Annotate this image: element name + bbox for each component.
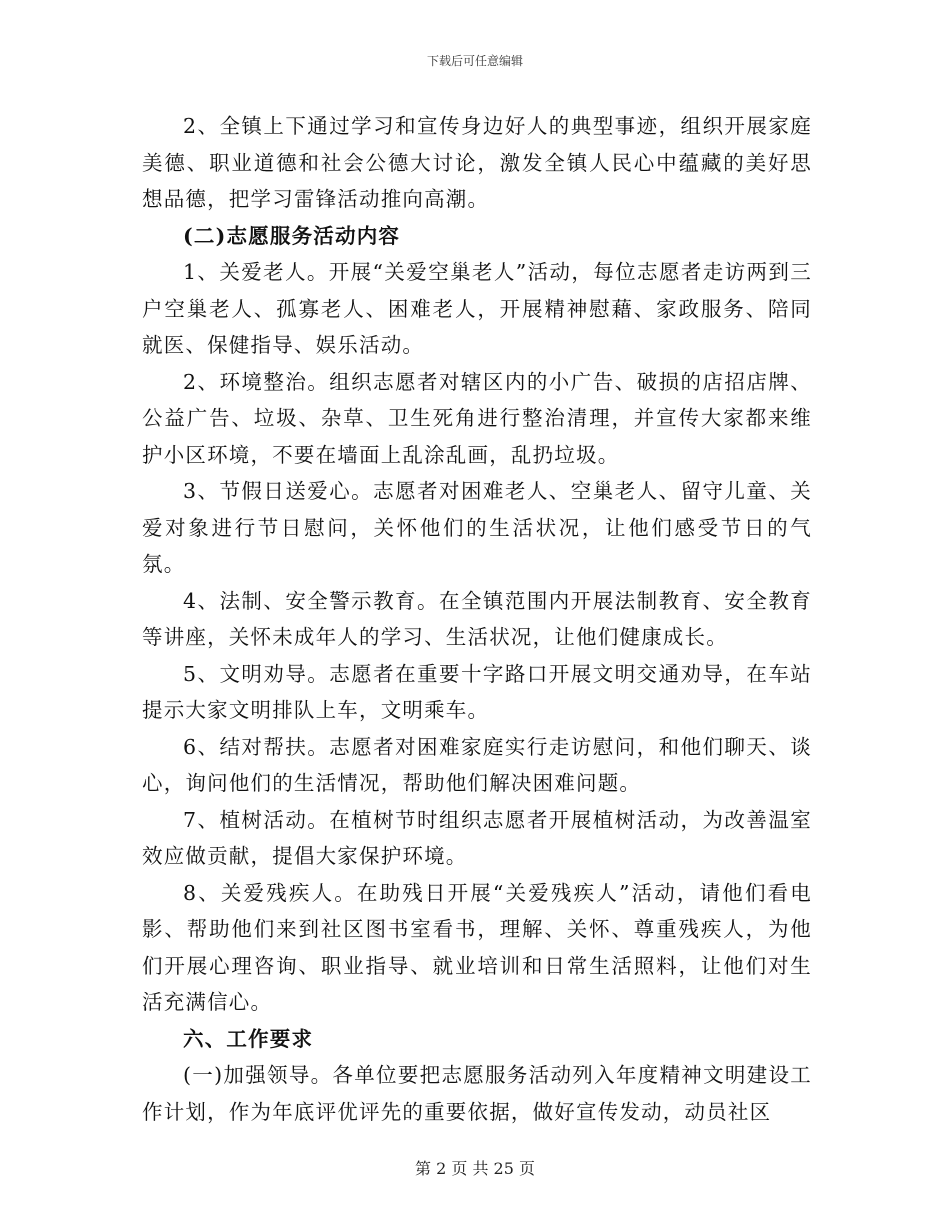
paragraph-holiday-care: 3、节假日送爱心。志愿者对困难老人、空巢老人、留守儿童、关爱对象进行节日慰问，关怀他们的生活状况，让他们感受节日的气氛。 (142, 479, 812, 576)
paragraph-leadership: (一)加强领导。各单位要把志愿服务活动列入年度精神文明建设工作计划，作为年底评优评先的重要依据，做好宣传发动，动员社区 (142, 1063, 812, 1124)
document-body (142, 108, 812, 1130)
header-note: 下载后可任意编辑 (426, 54, 523, 68)
paragraph-pairing-help: 6、结对帮扶。志愿者对困难家庭实行走访慰问，和他们聊天、谈心，询问他们的生活情况，帮助他们解决困难问题。 (142, 734, 812, 795)
section-heading-work-requirements: 六、工作要求 (183, 1026, 314, 1051)
paragraph-civility: 5、文明劝导。志愿者在重要十字路口开展文明交通劝导，在车站提示大家文明排队上车，文明乘车。 (142, 661, 812, 722)
paragraph-tree-planting: 7、植树活动。在植树节时组织志愿者开展植树活动，为改善温室效应做贡献，提倡大家保护环境。 (142, 807, 812, 868)
paragraph-care-disabled: 8、关爱残疾人。在助残日开展“关爱残疾人”活动，请他们看电影、帮助他们来到社区图书室看书，理解、关怀、尊重残疾人，为他们开展心理咨询、职业指导、就业培训和日常生活照料，让他们对生活充满信心。 (142, 880, 812, 1014)
section-heading-volunteer-content: (二)志愿服务活动内容 (183, 223, 401, 248)
paragraph-environment: 2、环境整治。组织志愿者对辖区内的小广告、破损的店招店牌、公益广告、垃圾、杂草、卫生死角进行整治清理，并宣传大家都来维护小区环境，不要在墙面上乱涂乱画，乱扔垃圾。 (142, 369, 812, 467)
paragraph-legal-safety: 4、法制、安全警示教育。在全镇范围内开展法制教育、安全教育等讲座，关怀未成年人的学习、生活状况，让他们健康成长。 (142, 588, 812, 649)
page-number: 第 2 页 共 25 页 (415, 1159, 535, 1178)
paragraph-study-leifeng: 2、全镇上下通过学习和宣传身边好人的典型事迹，组织开展家庭美德、职业道德和社会公德大讨论，激发全镇人民心中蕴藏的美好思想品德，把学习雷锋活动推向高潮。 (142, 114, 812, 211)
paragraph-care-elderly: 1、关爱老人。开展“关爱空巢老人”活动，每位志愿者走访两到三户空巢老人、孤寡老人、困难老人，开展精神慰藉、家政服务、陪同就医、保健指导、娱乐活动。 (142, 260, 812, 357)
